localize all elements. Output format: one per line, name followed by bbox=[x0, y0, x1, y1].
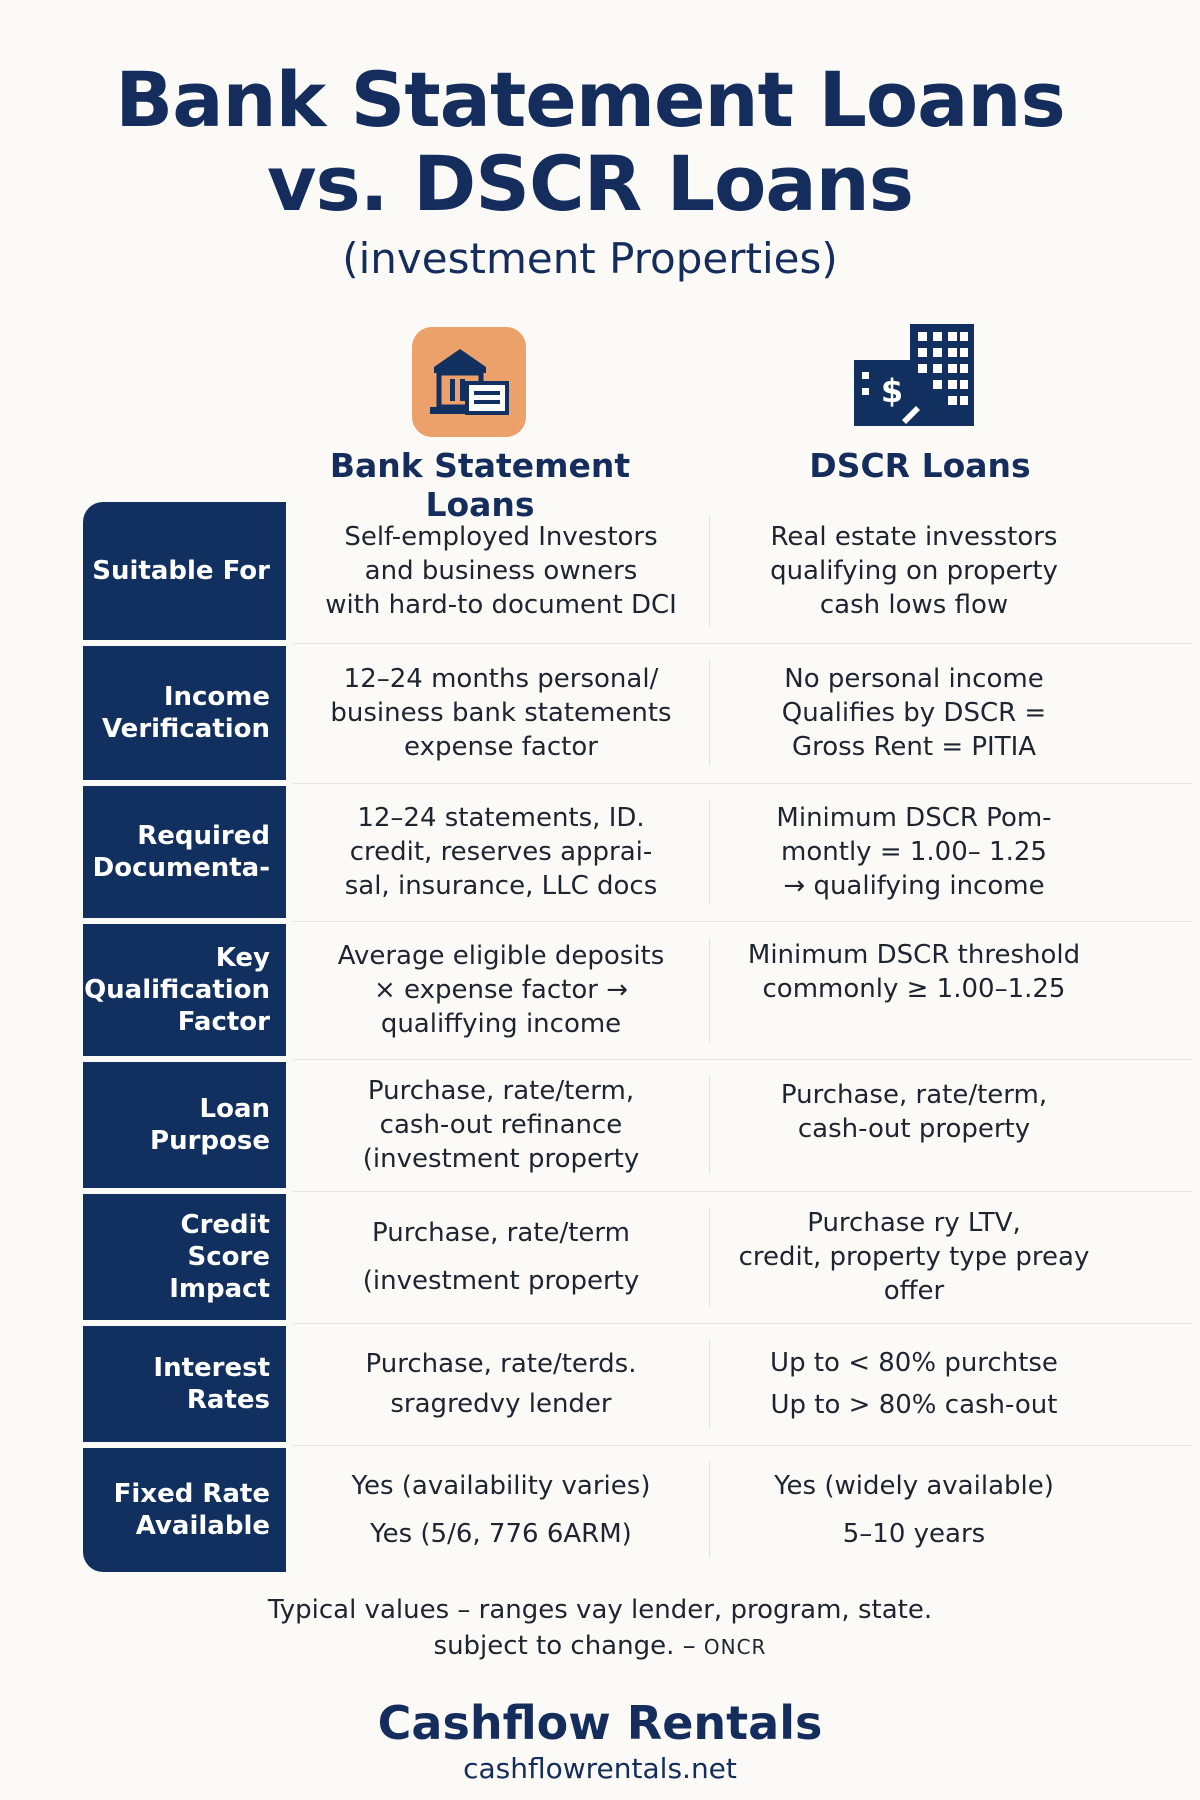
cell-dscr: No personal income Qualifies by DSCR = Gross Rent = PITIA bbox=[781, 664, 1047, 762]
column-header-dscr: DSCR Loans bbox=[809, 446, 1031, 485]
footnote bbox=[0, 1592, 1200, 1665]
bank-document-icon bbox=[412, 327, 526, 437]
column-header-bank-statement: Bank Statement Loans bbox=[329, 446, 631, 524]
footnote-line-2: subject to change. – ONCR bbox=[433, 1631, 767, 1661]
cell-bank-statement: 12–24 months personal/ business bank statements expense factor bbox=[330, 664, 672, 762]
page-title bbox=[0, 55, 1180, 228]
row-label: Loan Purpose bbox=[83, 1062, 286, 1188]
svg-text:$: $ bbox=[880, 372, 904, 410]
table-row bbox=[83, 924, 1115, 1056]
footnote-line-1: Typical values – ranges vay lender, program, state. bbox=[267, 1595, 933, 1625]
cell-dscr: Up to < 80% purchtse Up to > 80% cash-out bbox=[770, 1348, 1058, 1420]
page-subtitle: (investment Properties) bbox=[342, 234, 838, 283]
row-label: Key Qualification Factor bbox=[83, 924, 286, 1056]
title-line-1: Bank Statement Loans bbox=[115, 55, 1065, 144]
cell-bank-statement: Purchase, rate/term (investment property bbox=[362, 1218, 640, 1296]
office-building-dollar-icon bbox=[852, 322, 982, 428]
table-row bbox=[83, 786, 1115, 918]
brand-name: Cashflow Rentals bbox=[377, 1696, 823, 1750]
cell-dscr: Real estate invesstors qualifying on property cash lows flow bbox=[770, 522, 1058, 620]
row-label: Suitable For bbox=[83, 502, 286, 640]
table-row bbox=[83, 502, 1115, 640]
cell-bank-statement: Purchase, rate/terds. sragredvy lender bbox=[365, 1349, 637, 1419]
title-line-2: vs. DSCR Loans bbox=[267, 139, 913, 228]
footnote-tag: ONCR bbox=[703, 1635, 767, 1659]
table-row bbox=[83, 1062, 1115, 1188]
row-label: Interest Rates bbox=[83, 1326, 286, 1442]
row-label: Income Verification bbox=[83, 646, 286, 780]
cell-bank-statement: 12–24 statements, ID. credit, reserves apprai- sal, insurance, LLC docs bbox=[344, 803, 658, 901]
cell-bank-statement: Yes (availability varies) Yes (5/6, 776 6ARM) bbox=[351, 1471, 651, 1549]
brand-url[interactable]: cashflowrentals.net bbox=[463, 1752, 737, 1785]
table-row bbox=[83, 1326, 1115, 1442]
cell-dscr: Minimum DSCR Pom- montly = 1.00– 1.25 → qualifying income bbox=[776, 803, 1052, 901]
cell-dscr: Minimum DSCR threshold commonly ≥ 1.00–1.25 bbox=[747, 940, 1081, 1004]
cell-bank-statement: Self-employed Investors and business owners with hard-to document DCI bbox=[325, 522, 677, 620]
cell-bank-statement: Purchase, rate/term, cash-out refinance (investment property bbox=[362, 1076, 640, 1174]
table-row bbox=[83, 1448, 1115, 1572]
row-label: Required Documenta- bbox=[83, 786, 286, 918]
cell-dscr: Purchase ry LTV, credit, property type preay offer bbox=[738, 1208, 1090, 1306]
row-label: Credit Score Impact bbox=[83, 1194, 286, 1320]
row-label: Fixed Rate Available bbox=[83, 1448, 286, 1572]
cell-dscr: Purchase, rate/term, cash-out property bbox=[780, 1080, 1048, 1144]
cell-dscr: Yes (widely available) 5–10 years bbox=[774, 1471, 1054, 1549]
cell-bank-statement: Average eligible deposits × expense factor → qualiffying income bbox=[337, 941, 665, 1039]
table-row bbox=[83, 1194, 1115, 1320]
table-row bbox=[83, 646, 1115, 780]
